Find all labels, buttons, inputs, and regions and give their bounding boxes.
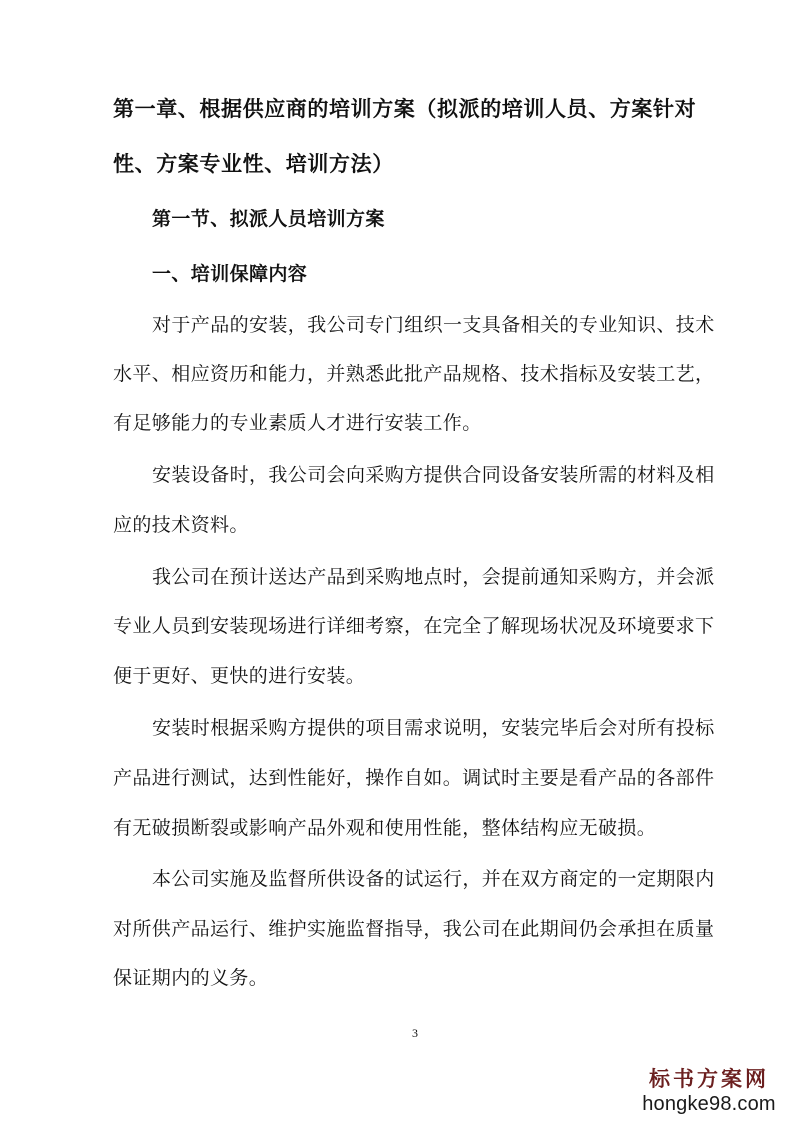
paragraph-line: 我公司在预计送达产品到采购地点时，会提前通知采购方，并会派 (152, 566, 715, 588)
paragraph-line: 对所供产品运行、维护实施监督指导，我公司在此期间仍会承担在质量 (113, 918, 715, 940)
paragraph-line: 有无破损断裂或影响产品外观和使用性能，整体结构应无破损。 (113, 817, 657, 839)
paragraph-line: 对于产品的安装，我公司专门组织一支具备相关的专业知识、技术 (152, 314, 715, 336)
page-number: 3 (412, 1026, 418, 1040)
paragraph-line: 水平、相应资历和能力，并熟悉此批产品规格、技术指标及安装工艺， (113, 363, 715, 385)
watermark-logo (639, 1066, 779, 1116)
chapter-title-line-1: 第一章、根据供应商的培训方案（拟派的培训人员、方案针对 (113, 97, 697, 121)
paragraph-line: 安装时根据采购方提供的项目需求说明，安装完毕后会对所有投标 (152, 717, 715, 739)
section-title: 第一节、拟派人员培训方案 (152, 208, 385, 230)
paragraph-line: 应的技术资料。 (113, 514, 249, 536)
watermark-name: 标书方案网 (649, 1066, 769, 1091)
paragraph-line: 有足够能力的专业素质人才进行安装工作。 (113, 412, 482, 434)
watermark-url: hongke98.com (642, 1093, 776, 1115)
chapter-title-line-2: 性、方案专业性、培训方法） (113, 152, 394, 176)
paragraph-line: 安装设备时，我公司会向采购方提供合同设备安装所需的材料及相 (152, 464, 715, 486)
paragraph-line: 便于更好、更快的进行安装。 (113, 665, 366, 687)
paragraph-line: 产品进行测试，达到性能好，操作自如。调试时主要是看产品的各部件 (113, 767, 715, 789)
paragraph-line: 本公司实施及监督所供设备的试运行，并在双方商定的一定期限内 (152, 868, 715, 890)
subsection-title: 一、培训保障内容 (152, 263, 308, 285)
paragraph-line: 专业人员到安装现场进行详细考察，在完全了解现场状况及环境要求下 (113, 615, 715, 637)
paragraph-line: 保证期内的义务。 (113, 967, 269, 989)
